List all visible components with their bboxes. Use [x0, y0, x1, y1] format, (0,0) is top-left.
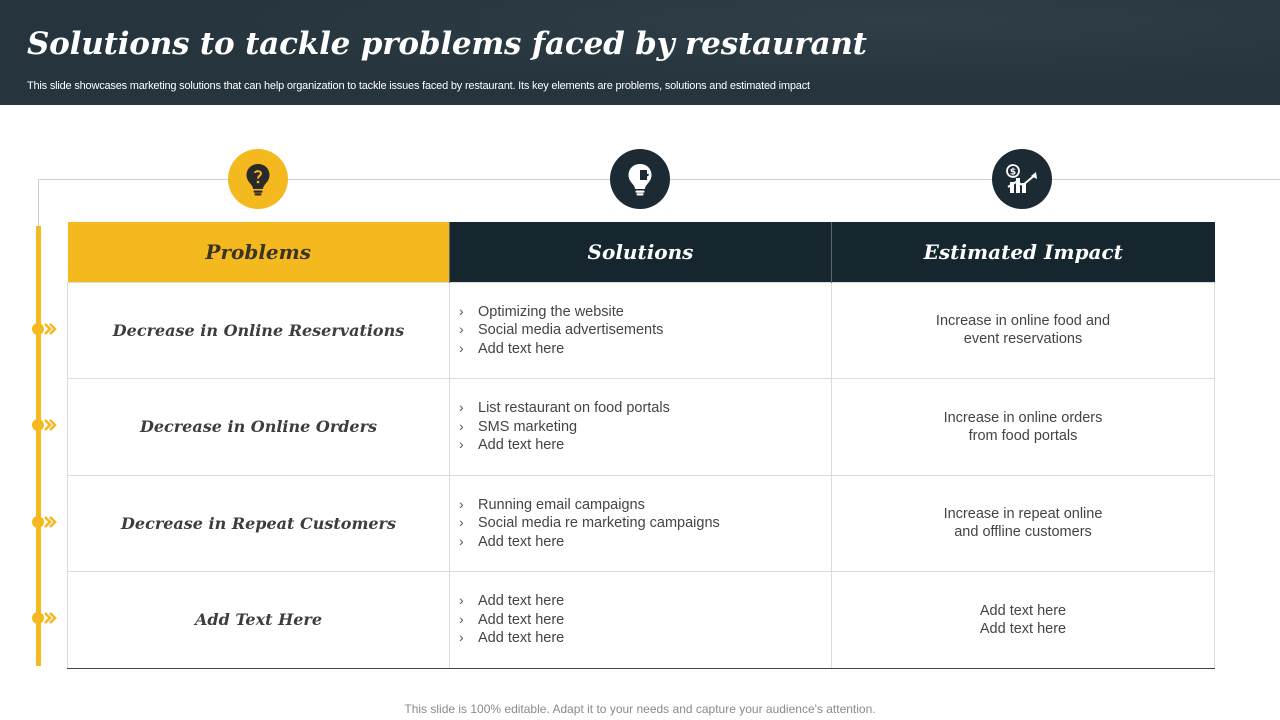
table-row — [68, 379, 1215, 476]
impact-cell: Increase in online food and event reservations — [832, 282, 1215, 379]
lightbulb-question-icon — [228, 149, 288, 209]
slide-subtitle: This slide showcases marketing solutions that can help organization to tackle issues faced by restaurant. Its key elements are problems, solutions and estimated impact — [27, 80, 810, 92]
list-item: › Social media re marketing campaigns — [459, 514, 720, 531]
list-item: › List restaurant on food portals — [459, 399, 670, 416]
list-item: › Add text here — [459, 610, 565, 628]
row-marker-2 — [31, 418, 57, 432]
impact-cell: Add text here Add text here — [832, 572, 1215, 669]
list-item: › Add text here — [459, 339, 565, 357]
list-item: › Add text here — [459, 592, 565, 609]
list-item: › Add text here — [459, 629, 565, 646]
header-impact: Estimated Impact — [832, 222, 1215, 282]
solutions-cell — [450, 475, 832, 572]
impact-cell: Increase in repeat online and offline customers — [832, 475, 1215, 572]
list-item: › Social media advertisements — [459, 321, 664, 338]
list-item: › SMS marketing — [459, 417, 578, 435]
list-item: › Add text here — [459, 436, 565, 453]
header-solutions: Solutions — [450, 222, 832, 282]
header-banner — [0, 0, 1280, 105]
solutions-cell — [450, 379, 832, 476]
row-marker-4 — [31, 611, 57, 625]
list-item: › Running email campaigns — [459, 495, 645, 513]
solutions-cell — [450, 572, 832, 669]
table-row — [68, 475, 1215, 572]
row-marker-1 — [31, 322, 57, 336]
list-item: › Add text here — [459, 532, 565, 550]
svg-text:$: $ — [1009, 167, 1017, 178]
slide-title: Solutions to tackle problems faced by restaurant — [27, 26, 867, 62]
money-growth-chart-icon — [992, 149, 1052, 209]
row-marker-3 — [31, 515, 57, 529]
table-row — [68, 572, 1215, 669]
impact-cell: Increase in online orders from food portals — [832, 379, 1215, 476]
problem-cell: Decrease in Online Orders — [68, 379, 450, 476]
list-item: › Optimizing the website — [459, 302, 624, 320]
solutions-table — [67, 222, 1215, 669]
footer-note: This slide is 100% editable. Adapt it to your needs and capture your audience's attention. — [404, 702, 876, 716]
problem-cell: Decrease in Repeat Customers — [68, 475, 450, 572]
table-row — [68, 282, 1215, 379]
solutions-cell — [450, 282, 832, 379]
problem-cell: Decrease in Online Reservations — [68, 282, 450, 379]
header-problems: Problems — [68, 222, 450, 282]
connector-line-vertical — [38, 179, 39, 227]
problem-cell: Add Text Here — [68, 572, 450, 669]
timeline-bar — [36, 226, 41, 666]
lightbulb-puzzle-icon — [610, 149, 670, 209]
table-header-row — [68, 222, 1215, 282]
